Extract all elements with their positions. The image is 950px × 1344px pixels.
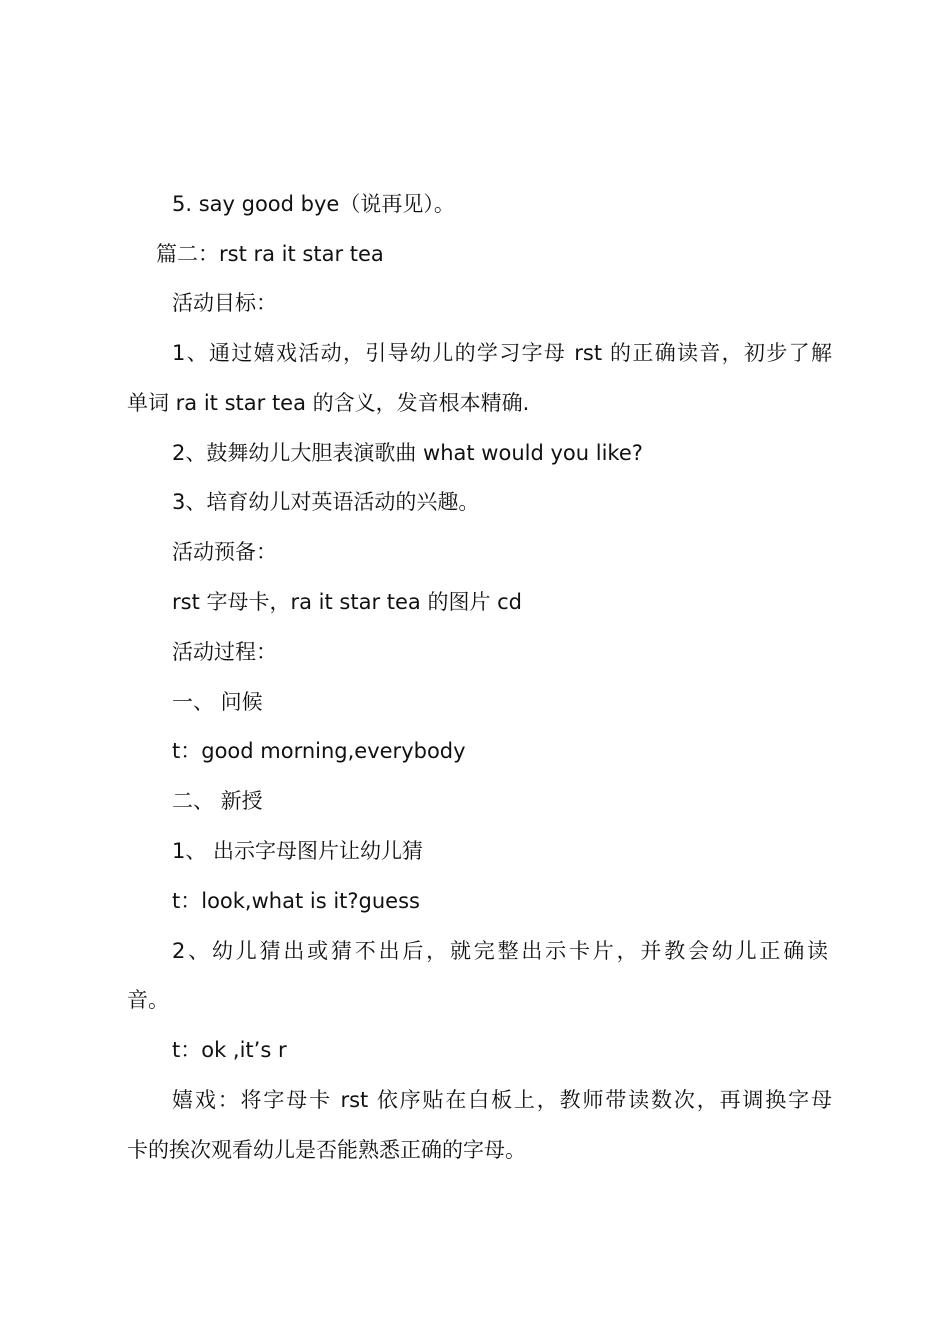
- text-line: 2、鼓舞幼儿大胆表演歌曲 what would you like?: [172, 441, 643, 465]
- text-line: 单词 ra it star tea 的含义，发音根本精确.: [127, 391, 530, 415]
- text-line: 音。: [127, 988, 169, 1012]
- text-line: 卡的挨次观看幼儿是否能熟悉正确的字母。: [127, 1138, 526, 1162]
- text-line: 活动预备：: [172, 540, 277, 564]
- text-line: rst 字母卡，ra it star tea 的图片 cd: [172, 590, 523, 614]
- text-line: 3、培育幼儿对英语活动的兴趣。: [172, 490, 480, 514]
- section-heading: 篇二：rst ra it star tea: [156, 242, 384, 266]
- text-line: t：look,what is it?guess: [172, 889, 420, 913]
- text-line: 1、 出示字母图片让幼儿猜: [172, 839, 424, 863]
- text-line: 活动目标：: [172, 291, 277, 315]
- text-line: 2、幼儿猜出或猜不出后，就完整出示卡片，并教会幼儿正确读: [172, 939, 828, 963]
- text-line: 嬉戏：将字母卡 rst 依序贴在白板上，教师带读数次，再调换字母: [172, 1088, 832, 1112]
- text-line: t：ok ,it’s r: [172, 1038, 287, 1062]
- text-line: 一、 问候: [172, 690, 263, 714]
- text-line: t：good morning,everybody: [172, 739, 466, 763]
- text-line: 活动过程：: [172, 640, 277, 664]
- text-line: 二、 新授: [172, 789, 263, 813]
- text-line: 1、通过嬉戏活动，引导幼儿的学习字母 rst 的正确读音，初步了解: [172, 341, 832, 365]
- text-line: 5. say good bye（说再见）。: [172, 192, 455, 216]
